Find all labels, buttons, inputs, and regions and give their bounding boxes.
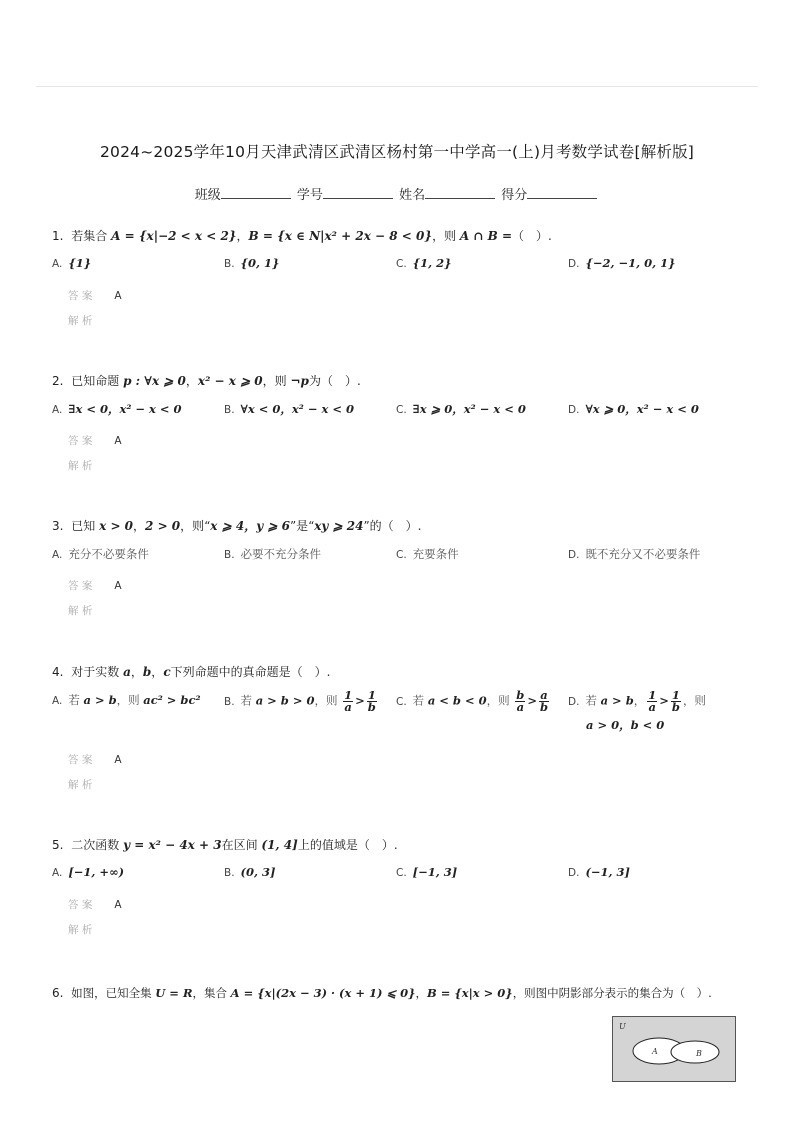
relation: > — [659, 693, 669, 708]
fraction — [367, 690, 377, 713]
options-row — [52, 546, 752, 566]
header-divider — [36, 86, 758, 87]
option-a[interactable] — [52, 692, 201, 708]
option-text: 若 — [68, 693, 84, 707]
option-letter: A. — [52, 695, 63, 707]
stem-math: p : ∀x ⩾ 0 — [123, 374, 186, 388]
option-d[interactable] — [568, 401, 699, 417]
question-number: 6. — [52, 986, 64, 1000]
option-text: 既不充分又不必要条件 — [585, 547, 701, 561]
option-d[interactable] — [568, 865, 630, 879]
stem-text: ，则图中阴影部分表示的集合为（ ）. — [512, 986, 712, 1000]
option-c[interactable] — [396, 546, 459, 562]
stem-text: 下列命题中的真命题是（ ）. — [170, 665, 331, 679]
option-text: 必要不充分条件 — [240, 547, 322, 561]
score-blank[interactable] — [527, 185, 597, 199]
option-d[interactable] — [568, 690, 706, 733]
option-letter: D. — [568, 404, 580, 416]
option-letter: B. — [224, 867, 235, 879]
denominator: a — [516, 700, 525, 714]
option-math: a < b < 0 — [427, 693, 487, 708]
stem-math: c — [163, 665, 171, 679]
answer-value: A — [114, 580, 122, 592]
stem-text: ， — [185, 374, 198, 388]
answer-line — [68, 752, 122, 767]
stem-math: x ⩾ 4，y ⩾ 6 — [210, 519, 290, 533]
stem-math: A ∩ B = — [459, 229, 513, 243]
option-math: ∃x < 0，x² − x < 0 — [68, 402, 182, 416]
analysis-label: 解 析 — [68, 605, 93, 617]
denominator: b — [367, 700, 376, 714]
stem-text: ， — [236, 229, 249, 243]
numerator: 1 — [648, 688, 657, 702]
stem-text: ”的（ ）. — [363, 519, 422, 533]
fraction — [343, 690, 353, 713]
answer-label: 答 案 — [68, 580, 93, 592]
option-b[interactable] — [224, 546, 321, 562]
set-b-ellipse — [671, 1041, 719, 1063]
option-letter: C. — [396, 258, 407, 270]
stem-text: 已知 — [71, 519, 100, 533]
denominator: a — [648, 700, 656, 714]
option-text: 充要条件 — [412, 547, 459, 561]
option-letter: D. — [568, 549, 580, 561]
stem-text: 若集合 — [71, 229, 112, 243]
option-math: {1} — [68, 256, 92, 270]
stem-math: xy ⩾ 24 — [314, 519, 364, 533]
answer-value: A — [114, 899, 122, 911]
stem-math: B = {x ∈ N|x² + 2x − 8 < 0} — [248, 229, 433, 243]
question-number: 4. — [52, 665, 64, 679]
numerator: 1 — [671, 688, 680, 702]
name-blank[interactable] — [425, 185, 495, 199]
options-row — [52, 690, 752, 734]
stem-math: U = R — [155, 986, 193, 1000]
option-math: [−1, 3] — [412, 865, 458, 879]
answer-line — [68, 578, 122, 593]
score-label: 得分 — [501, 188, 528, 203]
question-stem — [52, 518, 752, 534]
stem-text: ，集合 — [192, 986, 231, 1000]
option-letter: B. — [224, 404, 235, 416]
numerator: 1 — [367, 688, 376, 702]
option-math: a > b — [600, 693, 634, 708]
stem-text: 二次函数 — [71, 838, 124, 852]
option-letter: D. — [568, 867, 580, 879]
student-info-row — [0, 184, 794, 203]
denominator: b — [671, 700, 680, 714]
option-math: a > b — [83, 693, 117, 707]
option-a[interactable] — [52, 546, 149, 562]
question-6 — [52, 985, 752, 1001]
option-text: 若 — [585, 693, 601, 708]
option-text: 若 — [240, 693, 256, 708]
options-row — [52, 401, 752, 421]
option-a[interactable] — [52, 401, 182, 417]
option-text: 若 — [412, 693, 428, 708]
question-4 — [52, 664, 752, 791]
option-b[interactable] — [224, 401, 354, 417]
option-letter: B. — [224, 258, 235, 270]
answer-value: A — [114, 435, 122, 447]
stem-math: A = {x|(2x − 3) · (x + 1) ⩽ 0} — [230, 986, 416, 1000]
option-c[interactable] — [396, 690, 551, 713]
stem-text: 在区间 — [221, 838, 262, 852]
stem-math: x² − x ⩾ 0 — [197, 374, 263, 388]
numerator: a — [540, 688, 548, 702]
option-letter: C. — [396, 404, 407, 416]
stem-math: 2 > 0 — [145, 519, 181, 533]
question-1 — [52, 228, 752, 327]
stem-text: ，则“ — [180, 519, 211, 533]
stem-math: y = x² − 4x + 3 — [123, 838, 222, 852]
fraction — [671, 690, 681, 713]
question-5 — [52, 837, 752, 936]
option-b[interactable] — [224, 690, 379, 713]
venn-svg — [613, 1017, 735, 1081]
stem-text: ， — [415, 986, 427, 1000]
option-letter: A. — [52, 549, 63, 561]
options-row — [52, 256, 752, 276]
options-row — [52, 865, 752, 885]
stem-math: (1, 4] — [261, 838, 298, 852]
option-c[interactable] — [396, 865, 457, 879]
option-math: [−1, +∞) — [68, 865, 125, 879]
answer-value: A — [114, 754, 122, 766]
option-letter: D. — [568, 258, 580, 270]
option-math: ac² > bc² — [143, 693, 201, 707]
class-label: 班级 — [194, 188, 221, 203]
question-stem — [52, 837, 752, 853]
option-letter: C. — [396, 549, 407, 561]
question-stem — [52, 373, 752, 389]
question-number: 2. — [52, 374, 64, 388]
page-title: 2024~2025学年10月天津武清区武清区杨村第一中学高一(上)月考数学试卷[解析版] — [99, 143, 695, 161]
denominator: b — [539, 700, 548, 714]
stem-text: ，则 — [262, 374, 291, 388]
question-stem — [52, 664, 752, 680]
analysis-label: 解 析 — [68, 779, 93, 791]
set-b-label: B — [696, 1049, 702, 1058]
answer-line — [68, 897, 122, 912]
student-id-blank[interactable] — [323, 185, 393, 199]
analysis-label: 解 析 — [68, 924, 93, 936]
student-id-label: 学号 — [296, 188, 323, 203]
question-stem — [52, 985, 752, 1001]
option-letter: A. — [52, 404, 63, 416]
answer-line — [68, 288, 122, 303]
analysis-label: 解 析 — [68, 460, 93, 472]
stem-math: b — [142, 665, 152, 679]
stem-text: ”是“ — [289, 519, 315, 533]
option-math: ∀x ⩾ 0，x² − x < 0 — [585, 402, 699, 416]
stem-text: 已知命题 — [71, 374, 124, 388]
option-letter: A. — [52, 258, 63, 270]
stem-math: B = {x|x > 0} — [426, 986, 513, 1000]
fraction — [539, 690, 549, 713]
option-math: (0, 3] — [240, 865, 276, 879]
option-text: ， — [633, 693, 646, 708]
option-math: ∀x < 0，x² − x < 0 — [240, 402, 354, 416]
denominator: a — [344, 700, 352, 714]
stem-math: x > 0 — [99, 519, 134, 533]
option-b[interactable] — [224, 256, 279, 270]
fraction — [515, 690, 525, 713]
question-2 — [52, 373, 752, 472]
option-letter: D. — [568, 695, 580, 708]
universe-label: U — [619, 1022, 626, 1031]
answer-label: 答 案 — [68, 899, 93, 911]
venn-diagram — [612, 1016, 736, 1082]
option-text: ，则 — [314, 693, 342, 708]
stem-text: 为（ ）. — [308, 374, 361, 388]
option-text: 充分不必要条件 — [68, 547, 149, 561]
question-number: 3. — [52, 519, 64, 533]
option-b[interactable] — [224, 865, 275, 879]
question-3 — [52, 518, 752, 617]
question-stem — [52, 228, 752, 244]
stem-math: A = {x|−2 < x < 2} — [111, 229, 237, 243]
set-a-label: A — [652, 1047, 658, 1056]
option-letter: C. — [396, 867, 407, 879]
option-math: a > b > 0 — [255, 693, 315, 708]
stem-text: 对于实数 — [71, 665, 124, 679]
answer-label: 答 案 — [68, 754, 93, 766]
option-d[interactable] — [568, 256, 676, 270]
answer-line — [68, 433, 122, 448]
relation: > — [527, 693, 537, 708]
option-letter: C. — [396, 695, 407, 708]
question-number: 5. — [52, 838, 64, 852]
stem-text: ， — [133, 519, 146, 533]
option-text: ，则 — [682, 693, 706, 708]
option-a[interactable] — [52, 865, 124, 879]
name-label: 姓名 — [399, 188, 426, 203]
stem-text: （ ）. — [512, 229, 552, 243]
class-blank[interactable] — [221, 185, 291, 199]
stem-text: 上的值域是（ ）. — [297, 838, 398, 852]
answer-label: 答 案 — [68, 290, 93, 302]
option-letter: B. — [224, 549, 235, 561]
stem-text: ，则 — [432, 229, 460, 243]
option-math: (−1, 3] — [585, 865, 630, 879]
option-d[interactable] — [568, 546, 700, 562]
answer-label: 答 案 — [68, 435, 93, 447]
option-math: {1, 2} — [412, 256, 452, 270]
option-a[interactable] — [52, 256, 91, 270]
option-math: ∃x ⩾ 0，x² − x < 0 — [412, 402, 526, 416]
option-math: {−2, −1, 0, 1} — [585, 256, 676, 270]
option-text: ，则 — [116, 693, 144, 707]
numerator: 1 — [344, 688, 353, 702]
numerator: b — [516, 688, 525, 702]
stem-math: a — [123, 665, 131, 679]
fraction — [647, 690, 657, 713]
stem-text: ， — [151, 665, 164, 679]
answer-value: A — [114, 290, 122, 302]
option-letter: A. — [52, 867, 63, 879]
stem-text: ， — [130, 665, 143, 679]
option-math-line2: a > 0，b < 0 — [586, 718, 665, 732]
stem-math: ¬p — [290, 374, 309, 388]
option-c[interactable] — [396, 256, 451, 270]
option-c[interactable] — [396, 401, 526, 417]
analysis-label: 解 析 — [68, 315, 93, 327]
option-letter: B. — [224, 695, 235, 708]
relation: > — [355, 693, 365, 708]
option-text: ，则 — [486, 693, 514, 708]
stem-text: 如图，已知全集 — [71, 986, 156, 1000]
option-math: {0, 1} — [240, 256, 280, 270]
question-number: 1. — [52, 229, 64, 243]
